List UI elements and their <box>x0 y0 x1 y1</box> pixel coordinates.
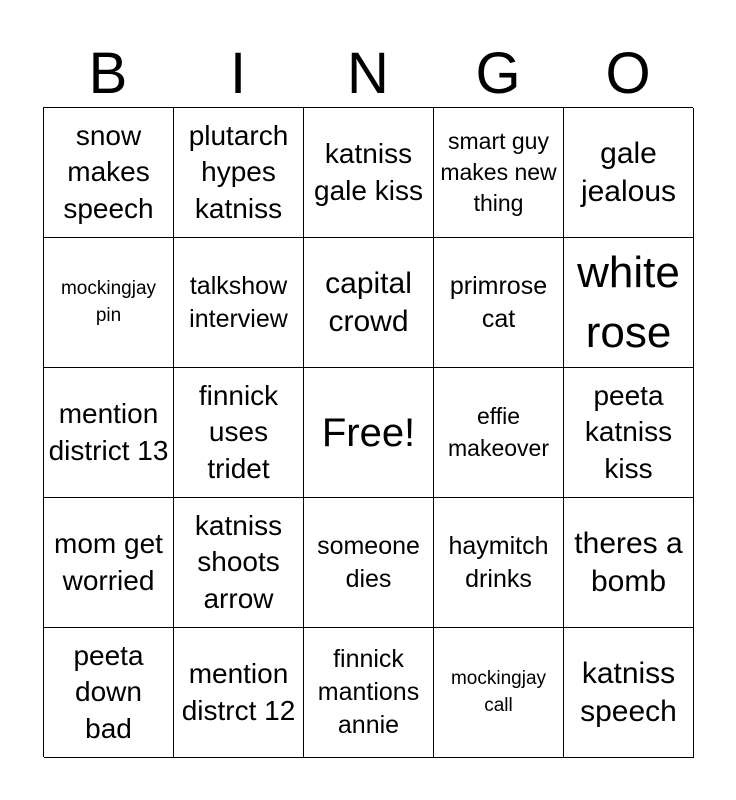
bingo-cell[interactable] <box>174 238 304 368</box>
bingo-cell[interactable] <box>564 368 694 498</box>
bingo-cell[interactable] <box>174 628 304 758</box>
free-space-text: Free! <box>321 410 416 455</box>
bingo-cell[interactable] <box>44 628 174 758</box>
cell-text: mention district 13 <box>48 398 169 466</box>
cell-text: plutarch hypes katniss <box>188 119 289 224</box>
bingo-cell[interactable] <box>434 628 564 758</box>
cell-text: katniss speech <box>580 657 677 728</box>
cell-text: gale jealous <box>580 137 677 208</box>
bingo-cell[interactable] <box>44 238 174 368</box>
cell-text: haymitch drinks <box>448 531 549 593</box>
cell-text: peeta down bad <box>73 639 144 744</box>
bingo-cell[interactable] <box>174 108 304 238</box>
bingo-cell[interactable] <box>434 108 564 238</box>
header-letter-i: I <box>229 41 247 106</box>
bingo-cell[interactable] <box>304 498 434 628</box>
header-letter-o: O <box>605 41 651 106</box>
bingo-cell[interactable] <box>174 368 304 498</box>
bingo-cell[interactable] <box>434 498 564 628</box>
cell-text: theres a bomb <box>574 527 683 598</box>
bingo-cell[interactable] <box>564 498 694 628</box>
cell-text: katniss shoots arrow <box>194 509 283 614</box>
header-letter-b: B <box>88 41 128 106</box>
cell-text: finnick mantions annie <box>317 645 420 739</box>
cell-text: peeta katniss kiss <box>584 379 673 484</box>
cell-text: mockingjay pin <box>60 277 157 326</box>
bingo-cell[interactable] <box>564 238 694 368</box>
cell-text: primrose cat <box>449 271 548 333</box>
cell-text: mockingjay call <box>450 667 547 716</box>
header-letter-g: G <box>475 41 521 106</box>
cell-text: katniss gale kiss <box>314 138 423 206</box>
bingo-cell[interactable] <box>174 498 304 628</box>
bingo-cell[interactable] <box>564 628 694 758</box>
cell-text: talkshow interview <box>189 271 288 333</box>
free-space-cell[interactable] <box>304 368 434 498</box>
cell-text: mention distrct 12 <box>181 658 296 726</box>
bingo-cell[interactable] <box>44 368 174 498</box>
bingo-header <box>43 42 693 106</box>
bingo-cell[interactable] <box>434 368 564 498</box>
cell-text: white rose <box>577 248 680 357</box>
cell-text: snow makes speech <box>63 119 154 224</box>
bingo-cell[interactable] <box>304 628 434 758</box>
header-letter-n: N <box>347 41 389 106</box>
cell-text: someone dies <box>317 531 420 593</box>
cell-text: capital crowd <box>325 267 412 338</box>
bingo-cell[interactable] <box>564 108 694 238</box>
bingo-cell[interactable] <box>304 238 434 368</box>
bingo-cell[interactable] <box>304 108 434 238</box>
bingo-cell[interactable] <box>44 108 174 238</box>
cell-text: mom get worried <box>54 528 163 596</box>
cell-text: finnick uses tridet <box>198 379 279 484</box>
cell-text: effie makeover <box>448 403 549 461</box>
bingo-cell[interactable] <box>434 238 564 368</box>
bingo-cell[interactable] <box>44 498 174 628</box>
bingo-card <box>43 107 693 757</box>
cell-text: smart guy makes new thing <box>440 127 557 217</box>
